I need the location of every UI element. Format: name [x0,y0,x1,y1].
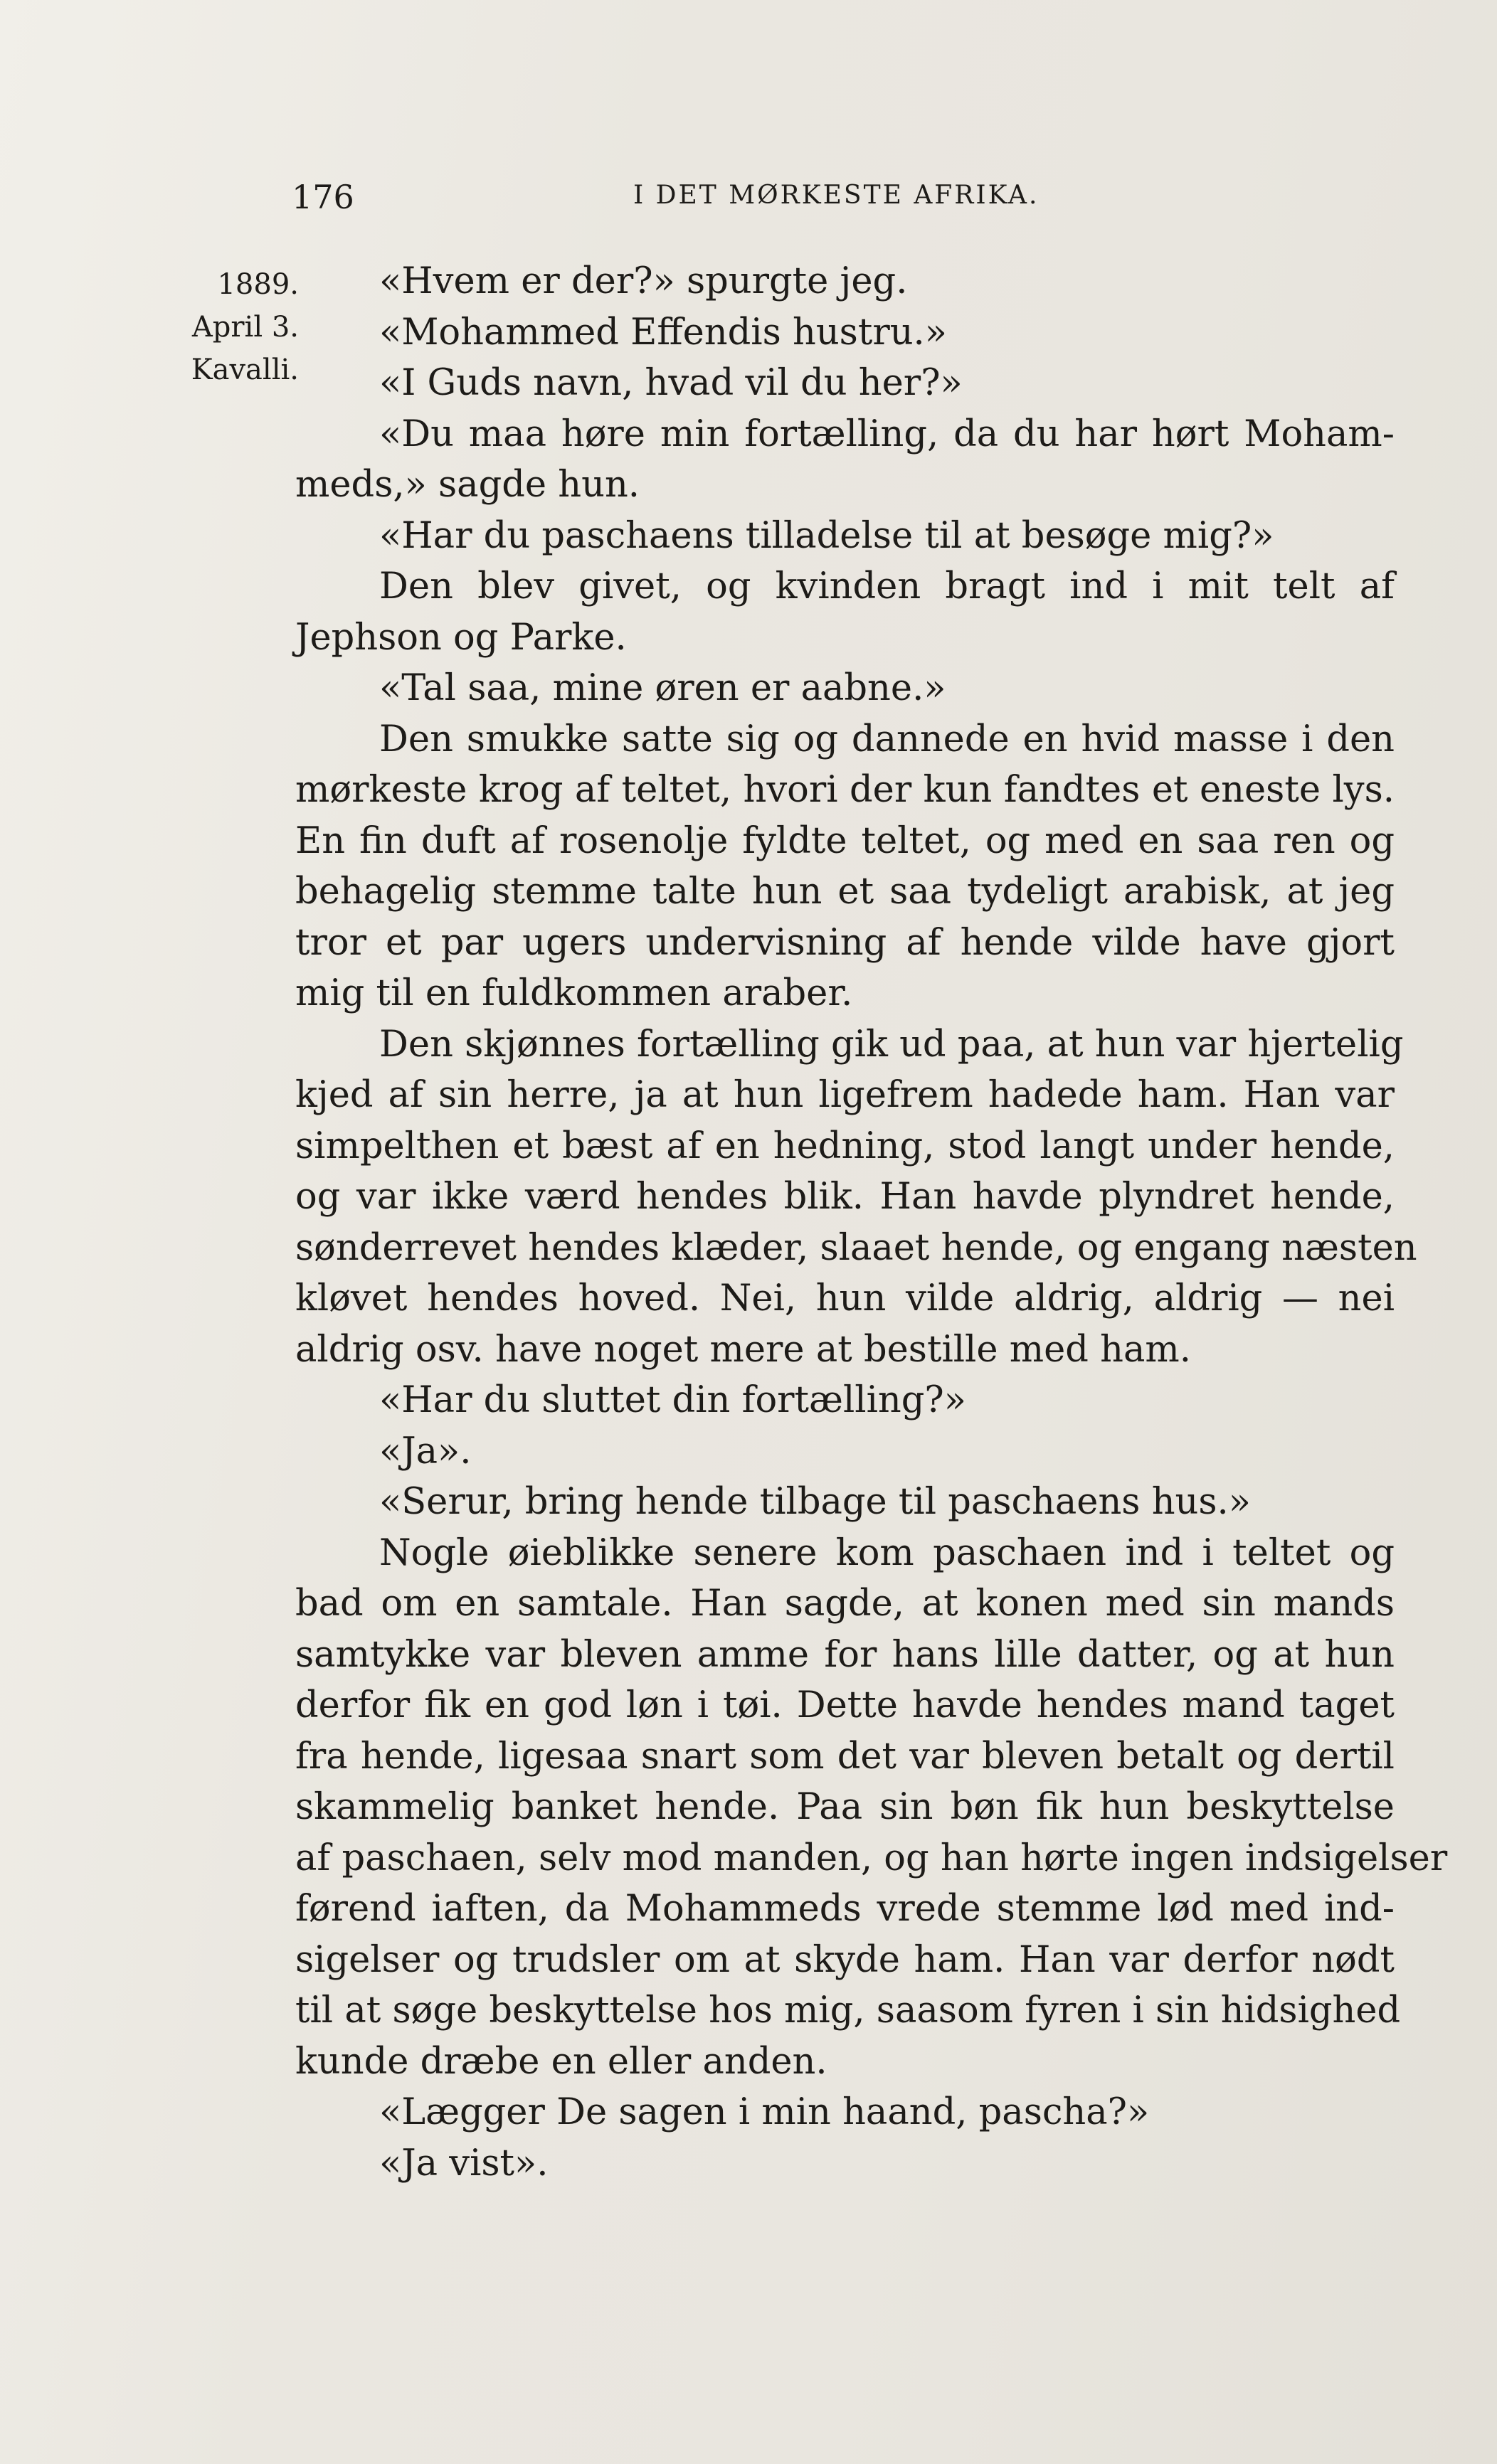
text-line: «Hvem er der?» spurgte jeg. [379,260,908,302]
text-line: «Serur, bring hende tilbage til paschaens hus.» [379,1481,1251,1523]
text-line: bad om en samtale. Han sagde, at konen med sin mands [295,1583,1395,1625]
text-line: af paschaen, selv mod manden, og han hørte ingen indsigelser [295,1837,1448,1879]
text-line: Nogle øieblikke senere kom paschaen ind i teltet og [379,1531,1395,1574]
text-line: kunde dræbe en eller anden. [295,2040,827,2083]
text-line: Jephson og Parke. [295,616,627,659]
text-line: «Har du sluttet din fortælling?» [379,1379,966,1421]
text-line: samtykke var bleven amme for hans lille datter, og at hun [295,1633,1395,1676]
text-line: aldrig osv. have noget mere at bestille med ham. [295,1328,1191,1371]
text-line: skammelig banket hende. Paa sin bøn fik hun beskyttelse [295,1786,1395,1828]
text-line: mig til en fuldkommen araber. [295,972,853,1014]
running-title: I DET MØRKESTE AFRIKA. [633,181,1040,210]
text-line: kløvet hendes hoved. Nei, hun vilde aldrig, aldrig — nei [295,1278,1395,1319]
text-line: «Har du paschaens tilladelse til at besøge mig?» [379,514,1274,557]
margin-note-date: April 3. [191,311,299,344]
text-line: «I Guds navn, hvad vil du her?» [379,362,963,404]
text-line: «Du maa høre min fortælling, da du har hørt Moham- [379,413,1395,455]
margin-note [142,263,299,391]
text-line: «Tal saa, mine øren er aabne.» [379,667,946,709]
text-line: «Lægger De sagen i min haand, pascha?» [379,2091,1150,2133]
page-number: 176 [292,178,354,216]
text-line: simpelthen et bæst af en hedning, stod langt under hende, [295,1125,1395,1167]
text-line: til at søge beskyttelse hos mig, saasom fyren i sin hidsighed [295,1990,1401,2032]
text-line: sigelser og trudsler om at skyde ham. Han var derfor nødt [295,1938,1395,1981]
text-line: En fin duft af rosenolje fyldte teltet, og med en saa ren og [295,819,1395,862]
text-line: «Ja vist». [379,2142,549,2184]
text-line: fra hende, ligesaa snart som det var bleven betalt og dertil [295,1735,1395,1778]
text-line: derfor fik en god løn i tøi. Dette havde hendes mand taget [295,1684,1395,1726]
body-text [295,256,1448,2189]
text-line: Den smukke satte sig og dannede en hvid masse i den [379,718,1395,760]
text-line: Den blev givet, og kvinden bragt ind i mit telt af [379,565,1395,607]
text-line: «Mohammed Effendis hustru.» [379,311,947,354]
page-header [292,165,1409,222]
margin-note-place: Kavalli. [191,354,299,386]
margin-note-year: 1889. [217,268,299,301]
text-line: kjed af sin herre, ja at hun ligefrem hadede ham. Han var [295,1074,1395,1116]
text-line: Den skjønnes fortælling gik ud paa, at hun var hjertelig [379,1023,1404,1066]
text-line: meds,» sagde hun. [295,464,640,506]
text-line: «Ja». [379,1430,472,1472]
text-line: tror et par ugers undervisning af hende vilde have gjort [295,921,1395,964]
text-line: mørkeste krog af teltet, hvori der kun fandtes et eneste lys. [295,769,1395,811]
text-line: førend iaften, da Mohammeds vrede stemme lød med ind- [295,1888,1395,1930]
text-line: behagelig stemme talte hun et saa tydeligt arabisk, at jeg [295,871,1395,913]
text-line: sønderrevet hendes klæder, slaaet hende, og engang næsten [295,1226,1417,1269]
text-line: og var ikke værd hendes blik. Han havde plyndret hende, [295,1176,1395,1218]
